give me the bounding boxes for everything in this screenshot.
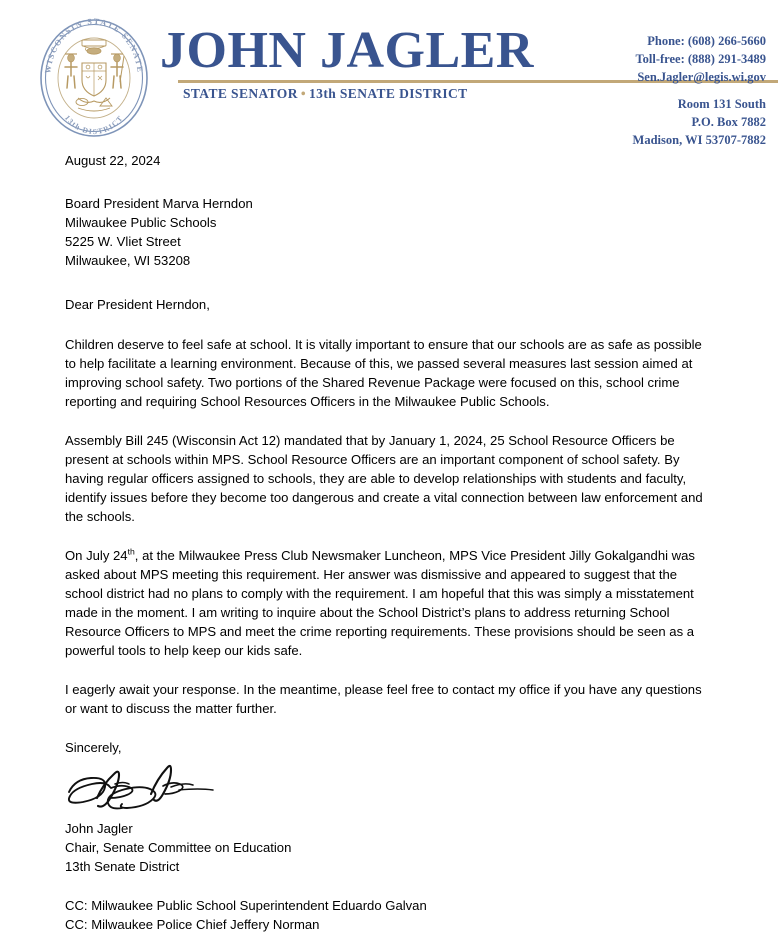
senator-name-block (160, 22, 580, 79)
svg-text:WISCONSIN STATE SENATE: WISCONSIN STATE SENATE (43, 18, 145, 75)
contact-info-block (556, 33, 766, 150)
recipient-line: Milwaukee, WI 53208 (65, 252, 191, 268)
cc-line: CC: Milwaukee Police Chief Jeffery Norman (65, 916, 320, 932)
wisconsin-state-senate-seal (38, 18, 150, 138)
contact-po-box: P.O. Box 7882 (691, 115, 766, 129)
senator-last-name: JAGLER (319, 22, 534, 79)
contact-phone: Phone: (608) 266-5660 (647, 34, 766, 48)
contact-email[interactable]: Sen.Jagler@legis.wi.gov (637, 69, 766, 84)
senator-name (160, 22, 580, 79)
letter-body (65, 152, 715, 935)
contact-city-state-zip: Madison, WI 53707-7882 (632, 132, 766, 147)
subtitle-district: 13th SENATE DISTRICT (309, 86, 468, 101)
signer-name: John Jagler (65, 820, 133, 836)
body-paragraph-2: Assembly Bill 245 (Wisconsin Act 12) mandated that by January 1, 2024, 25 School Resource Officers be present at schools within MPS. School Resource Officers are an important component of school safety. By having regular officers assigned to schools, they are able to develop relationships with students and faculty, identify issues before they become too dangerous and create a vital connection between law enforcement and the schools. (65, 432, 703, 524)
signer-district: 13th Senate District (65, 858, 180, 874)
paragraph-3-prefix: On July 24 (65, 547, 128, 563)
letterhead (0, 0, 778, 147)
cc-block (65, 897, 715, 935)
body-paragraph-3 (65, 547, 715, 661)
paragraph-3-rest: , at the Milwaukee Press Club Newsmaker Luncheon, MPS Vice President Jilly Gokalgandhi was asked about MPS meeting this requirement. Her answer was dismissive and appeared to suggest that the school district had no plans to comply with the requirement. I am hopeful that this was simply a misstatement made in the moment. I am writing to inquire about the School District’s plans to address returning School Resource Officers to MPS and meet the crime reporting requirements. These provisions should be seen as a powerful tools to help keep our kids safe. (65, 547, 695, 658)
contact-room: Room 131 South (677, 97, 766, 112)
signature-image (67, 764, 715, 816)
svg-text:13th DISTRICT: 13th DISTRICT (62, 113, 126, 137)
cc-line: CC: Milwaukee Public School Superintendent Eduardo Galvan (65, 897, 427, 913)
closing-salutation: Sincerely, (65, 739, 122, 755)
recipient-address-block (65, 195, 715, 271)
senator-first-name: JOHN (160, 22, 307, 79)
signer-block (65, 820, 715, 877)
subtitle-title: STATE SENATOR (183, 86, 298, 101)
recipient-line: Milwaukee Public Schools (65, 214, 217, 230)
contact-toll-free: Toll-free: (888) 291-3489 (635, 51, 766, 66)
ordinal-suffix: th (127, 546, 135, 557)
body-paragraph-4: I eagerly await your response. In the meantime, please feel free to contact my office if you have any questions or want to discuss the matter further. (65, 681, 702, 716)
recipient-line: Board President Marva Herndon (65, 195, 253, 211)
letter-date: August 22, 2024 (65, 153, 161, 168)
senator-subtitle (183, 86, 468, 102)
signer-title: Chair, Senate Committee on Education (65, 839, 292, 855)
body-paragraph-1: Children deserve to feel safe at school. It is vitally important to ensure that our schools are as safe as possible to help facilitate a learning environment. Because of this, we passed several measures last session aimed at improving school safety. Two portions of the Shared Revenue Package were focused on this, school crime reporting and requiring School Resources Officers in the Milwaukee Public Schools. (65, 336, 702, 409)
recipient-line: 5225 W. Vliet Street (65, 233, 181, 249)
subtitle-separator-bullet: • (300, 86, 307, 101)
salutation: Dear President Herndon, (65, 296, 210, 312)
